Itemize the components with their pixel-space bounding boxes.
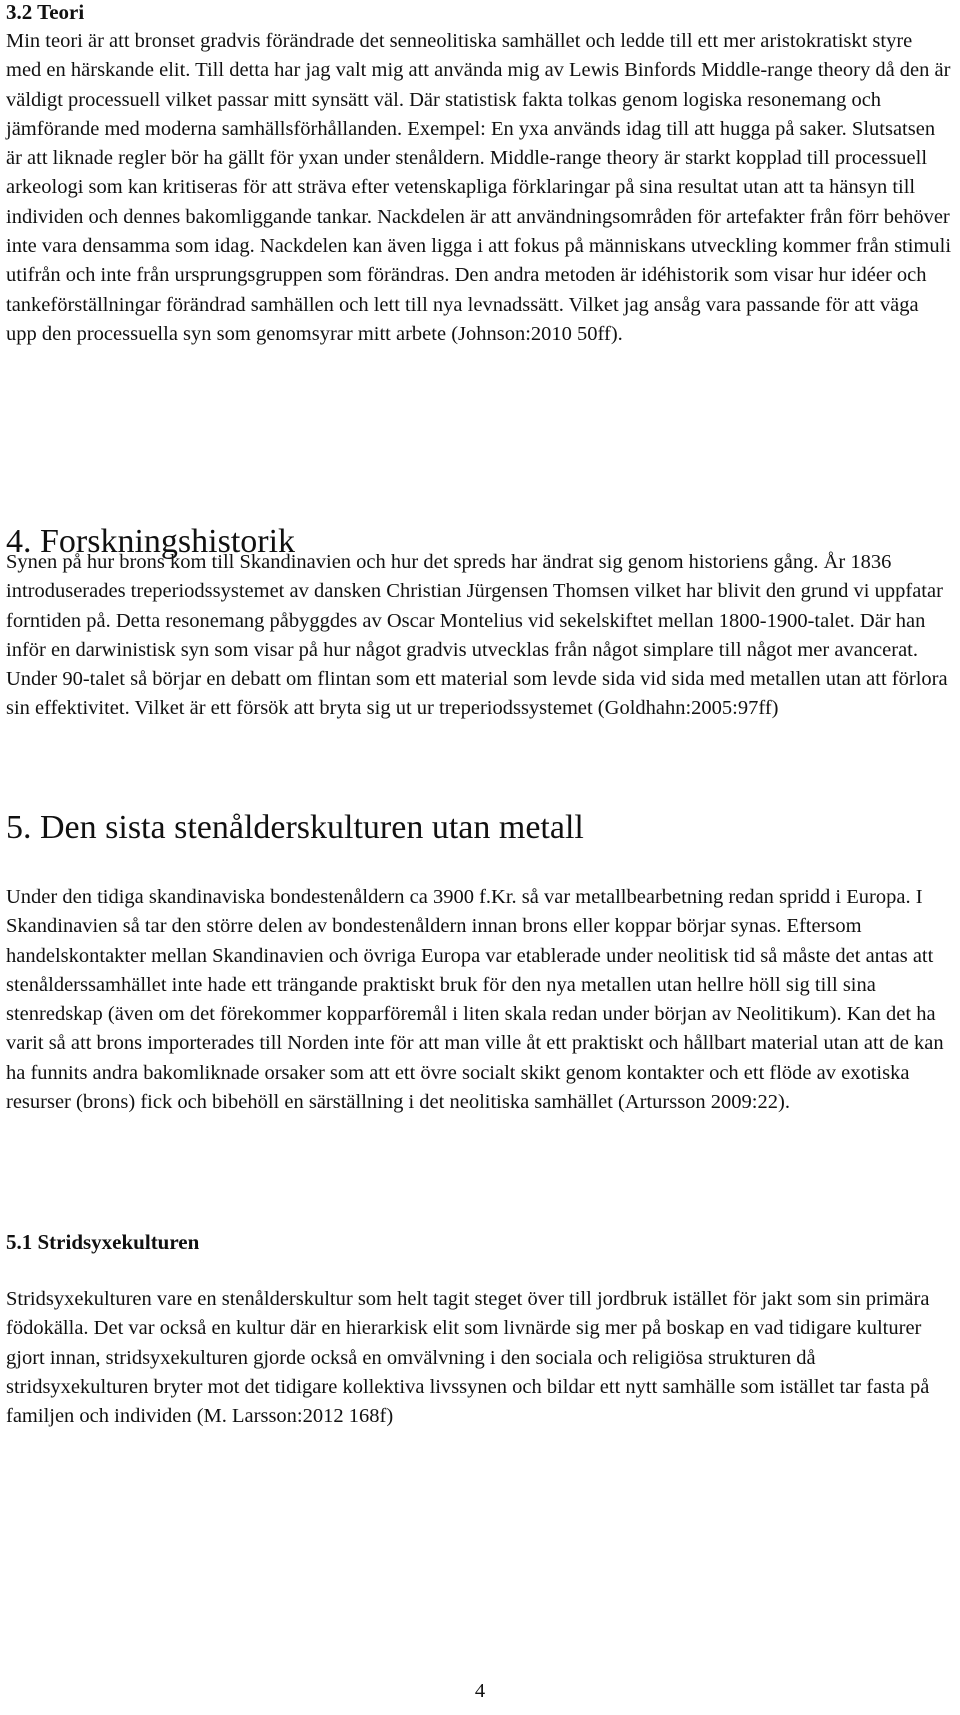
- chapter-heading-5: 5. Den sista stenålderskulturen utan metall: [6, 809, 584, 846]
- paragraph-stridsyxekulturen: Stridsyxekulturen vare en stenålderskultur som helt tagit steget över till jordbruk istället för jakt som sin primära födokälla. Det var också en kultur där en hierarkisk elit som livnärde sig mer på boskap en vad tidigare kulturer gjort innan, stridsyxekulturen gjorde också en omvälvning i den sociala och religiösa strukturen då stridsyxekulturen bryter mot det tidigare kollektiva livssynen och bildar ett nytt samhälle som istället tar fasta på familjen och individen (M. Larsson:2012 168f): [6, 1288, 930, 1428]
- paragraph-stenalderskulturen: Under den tidiga skandinaviska bondestenåldern ca 3900 f.Kr. så var metallbearbetning redan spridd i Europa. I Skandinavien så tar den större delen av bondestenåldern innan brons eller koppar börjar synas. Eftersom handelskontakter mellan Skandinavien och övriga Europa var etablerade under neolitisk tid så måste det antas att stenålderssamhället inte hade ett trängande praktiskt bruk för den nya metallen utan hellre höll sig till sina stenredskap (även om det förekommer kopparföremål i liten skala redan under början av Neolitikum). Kan det ha varit så att brons importerades till Norden inte för att man ville åt ett praktiskt och hållbart material utan att de kan ha funnits andra bakomliknade orsaker som att ett övre socialt skikt genom kontakter och ett flöde av exotiska resurser (brons) fick och bibehöll en särställning i det neolitiska samhället (Artursson 2009:22).: [6, 886, 944, 1114]
- section-heading-5-1: 5.1 Stridsyxekulturen: [6, 1230, 200, 1254]
- paragraph-forskningshistorik: Synen på hur brons kom till Skandinavien och hur det spreds har ändrat sig genom historiens gång. År 1836 introduserades treperiodssystemet av dansken Christian Jürgensen Thomsen vilket har blivit den grund vi uppfatar forntiden på. Detta resonemang påbyggdes av Oscar Montelius vid sekelskiftet mellan 1800-1900-talet. Där han inför en darwinistisk syn som visar på hur något gradvis utvecklas från något simplare till något mer avancerat. Under 90-talet så börjar en debatt om flintan som ett material som levde sida vid sida med metallen utan att förlora sin effektivitet. Vilket är ett försök att bryta sig ut ur treperiodssystemet (Goldhahn:2005:97ff): [6, 551, 948, 720]
- chapter-heading-4: 4. Forskningshistorik: [6, 523, 296, 560]
- page-number: 4: [474, 1680, 486, 1702]
- section-heading-3-2: 3.2 Teori: [6, 0, 85, 24]
- paragraph-teori: Min teori är att bronset gradvis förändrade det senneolitiska samhället och ledde till ett mer aristokratiskt styre med en härskande elit. Till detta har jag valt mig att använda mig av Lewis Binfords Middle-range theory då den är väldigt processuell vilket passar mitt synsätt väl. Där statistisk fakta tolkas genom logiska resonemang och jämförande med moderna samhällsförhållanden. Exempel: En yxa används idag till att hugga på saker. Slutsatsen är att liknade regler bör ha gällt för yxan under stenåldern. Middle-range theory är starkt kopplad till processuell arkeologi som kan kritiseras för att sträva efter vetenskapliga förklaringar på sina resultat utan att ta hänsyn till individen och dennes bakomliggande tankar. Nackdelen är att användningsområden för artefakter från förr behöver inte vara densamma som idag. Nackdelen kan även ligga i att fokus på människans utveckling kommer från stimuli utifrån och inte från ursprungsgruppen som förändras. Den andra metoden är idéhistorik som visar hur idéer och tankeförställningar förändrad samhällen och lett till nya levnadssätt. Vilket jag ansåg vara passande för att väga upp den processuella syn som genomsyrar mitt arbete (Johnson:2010 50ff).: [6, 30, 952, 345]
